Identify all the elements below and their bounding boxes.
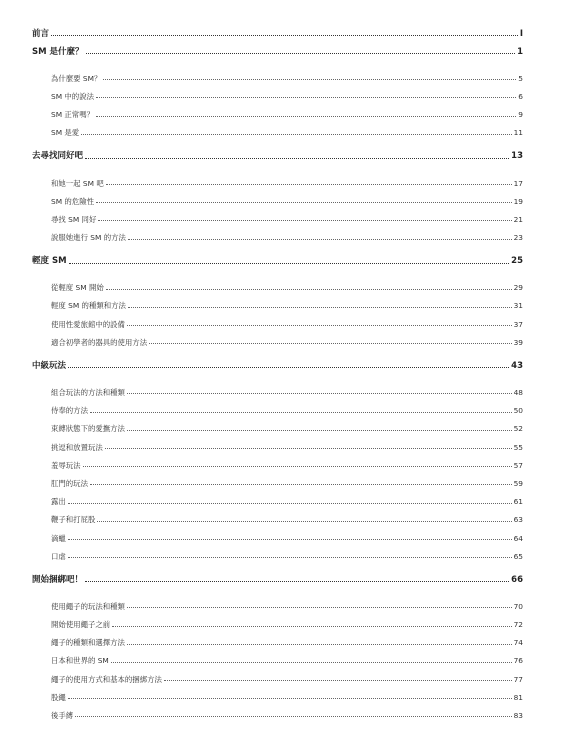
section-entry-page-number: 11 [513, 128, 523, 138]
section-entry[interactable] [32, 433, 523, 451]
section-entry[interactable] [32, 415, 523, 433]
section-entry-title: 從輕度 SM 開始 [51, 283, 104, 293]
section-entry[interactable] [32, 223, 523, 241]
section-entry-page-number: 61 [513, 497, 523, 507]
section-entry[interactable] [32, 274, 523, 292]
dot-leader [85, 158, 509, 159]
section-entry[interactable] [32, 610, 523, 628]
section-entry[interactable] [32, 205, 523, 223]
dot-leader [96, 97, 516, 98]
dot-leader [105, 448, 512, 449]
section-entry-page-number: 48 [513, 388, 523, 398]
dot-leader [68, 698, 512, 699]
dot-leader [96, 202, 512, 203]
chapter-entry[interactable] [32, 20, 523, 38]
section-entry-title: 日本和世界的 SM [51, 656, 109, 666]
dot-leader [112, 626, 511, 627]
section-entry[interactable] [32, 328, 523, 346]
dot-leader [127, 644, 512, 645]
section-entry-page-number: 50 [513, 406, 523, 416]
section-entry-title: 輕度 SM 的種類和方法 [51, 301, 126, 311]
dot-leader [149, 343, 512, 344]
spacer [32, 266, 523, 274]
section-entry-title: SM 正常嗎？ [51, 110, 94, 120]
section-entry-page-number: 59 [513, 478, 523, 488]
dot-leader [85, 581, 509, 582]
section-entry-page-number: 81 [513, 692, 523, 702]
section-entry-page-number: 55 [513, 442, 523, 452]
chapter-entry-title: 去尋找同好吧 [32, 151, 84, 162]
dot-leader [81, 134, 511, 135]
section-entry-page-number: 74 [513, 638, 523, 648]
spacer [32, 56, 523, 64]
section-entry-page-number: 17 [513, 178, 523, 188]
dot-leader [51, 35, 518, 36]
section-entry-title: 和她一起 SM 吧 [51, 178, 104, 188]
section-entry[interactable] [32, 506, 523, 524]
section-entry-title: 開始使用繩子之前 [51, 620, 111, 630]
section-entry[interactable] [32, 451, 523, 469]
dot-leader [68, 367, 509, 368]
section-entry-title: SM 中的說法 [51, 91, 94, 101]
section-entry-page-number: 57 [513, 460, 523, 470]
section-entry-page-number: 39 [513, 337, 523, 347]
dot-leader [96, 116, 516, 117]
section-entry-page-number: 83 [513, 711, 523, 721]
section-entry[interactable] [32, 169, 523, 187]
spacer [32, 161, 523, 169]
dot-leader [103, 79, 516, 80]
section-entry[interactable] [32, 542, 523, 560]
dot-leader [75, 716, 511, 717]
chapter-entry-title: 輕度 SM [32, 256, 67, 266]
dot-leader [97, 521, 511, 522]
section-entry-page-number: 76 [513, 656, 523, 666]
section-entry-page-number: 63 [513, 515, 523, 525]
dot-leader [128, 307, 512, 308]
section-entry-title: 組合玩法的方法和種類 [51, 388, 125, 398]
section-entry-page-number: 6 [518, 91, 523, 101]
section-entry-title: 使用性愛旅館中的設備 [51, 319, 125, 329]
section-entry-title: 繩子的種類和選擇方法 [51, 638, 125, 648]
section-entry[interactable] [32, 524, 523, 542]
chapter-entry[interactable] [32, 248, 523, 266]
section-entry[interactable] [32, 592, 523, 610]
section-entry[interactable] [32, 64, 523, 82]
section-entry-page-number: 5 [518, 73, 523, 83]
chapter-entry-page-number: 66 [511, 574, 523, 585]
section-entry-title: 鞭子和打屁股 [51, 515, 96, 525]
section-entry-page-number: 52 [513, 424, 523, 434]
dot-leader [69, 263, 510, 264]
section-entry[interactable] [32, 487, 523, 505]
chapter-entry-page-number: 43 [511, 360, 523, 371]
section-entry[interactable] [32, 292, 523, 310]
section-entry-title: 挑逗和放置玩法 [51, 442, 103, 452]
dot-leader [98, 220, 511, 221]
section-entry-title: 繩子的使用方式和基本的捆綁方法 [51, 674, 162, 684]
dot-leader [127, 325, 512, 326]
section-entry[interactable] [32, 396, 523, 414]
section-entry-title: 口虐 [51, 551, 66, 561]
spacer [32, 719, 523, 725]
section-entry-page-number: 23 [513, 233, 523, 243]
dot-leader [106, 289, 512, 290]
section-entry-page-number: 9 [518, 110, 523, 120]
section-entry-page-number: 70 [513, 601, 523, 611]
chapter-entry-page-number: I [519, 28, 523, 39]
chapter-entry[interactable] [32, 143, 523, 161]
chapter-entry-title: 前言 [32, 28, 50, 39]
section-entry-title: 肛門的玩法 [51, 478, 88, 488]
section-entry-title: 羞辱玩法 [51, 460, 81, 470]
section-entry-title: 為什麼要 SM？ [51, 73, 102, 83]
dot-leader [164, 680, 512, 681]
chapter-entry-page-number: 13 [511, 151, 523, 162]
section-entry[interactable] [32, 647, 523, 665]
section-entry-page-number: 31 [513, 301, 523, 311]
dot-leader [127, 430, 512, 431]
section-entry-title: 股繩 [51, 692, 66, 702]
section-entry-page-number: 77 [513, 674, 523, 684]
section-entry-page-number: 72 [513, 620, 523, 630]
chapter-entry[interactable] [32, 352, 523, 370]
dot-leader [83, 466, 512, 467]
section-entry-title: 使用繩子的玩法和種類 [51, 601, 125, 611]
section-entry-page-number: 21 [513, 214, 523, 224]
section-entry-page-number: 64 [513, 533, 523, 543]
section-entry-title: 侍奉的方法 [51, 406, 88, 416]
section-entry-title: 束縛狀態下的愛撫方法 [51, 424, 125, 434]
section-entry[interactable] [32, 100, 523, 118]
chapter-entry-page-number: 1 [517, 46, 523, 57]
section-entry[interactable] [32, 665, 523, 683]
section-entry-page-number: 29 [513, 283, 523, 293]
section-entry[interactable] [32, 82, 523, 100]
dot-leader [68, 503, 512, 504]
section-entry[interactable] [32, 701, 523, 719]
dot-leader [90, 412, 512, 413]
section-entry[interactable] [32, 683, 523, 701]
spacer [32, 370, 523, 378]
section-entry[interactable] [32, 469, 523, 487]
chapter-entry-title: SM 是什麼？ [32, 46, 84, 57]
section-entry[interactable] [32, 310, 523, 328]
dot-leader [90, 484, 512, 485]
dot-leader [106, 184, 512, 185]
section-entry-page-number: 37 [513, 319, 523, 329]
table-of-contents [32, 20, 523, 725]
dot-leader [86, 53, 516, 54]
section-entry-title: 後手縛 [51, 711, 74, 721]
dot-leader [128, 239, 512, 240]
chapter-entry-title: 開始捆綁吧！ [32, 574, 84, 585]
section-entry-title: 露出 [51, 497, 66, 507]
chapter-entry[interactable] [32, 566, 523, 584]
section-entry-title: 尋找 SM 同好 [51, 214, 97, 224]
section-entry-page-number: 65 [513, 551, 523, 561]
chapter-entry-title: 中級玩法 [32, 360, 67, 371]
section-entry-title: SM 的危險性 [51, 196, 94, 206]
section-entry[interactable] [32, 629, 523, 647]
dot-leader [127, 607, 512, 608]
section-entry-title: 滴蠟 [51, 533, 66, 543]
section-entry-page-number: 19 [513, 196, 523, 206]
section-entry-title: 適合初學者的器具的使用方法 [51, 337, 148, 347]
section-entry-title: 說服她進行 SM 的方法 [51, 233, 126, 243]
section-entry[interactable] [32, 378, 523, 396]
section-entry[interactable] [32, 187, 523, 205]
chapter-entry[interactable] [32, 38, 523, 56]
spacer [32, 584, 523, 592]
dot-leader [111, 662, 512, 663]
dot-leader [68, 557, 512, 558]
section-entry[interactable] [32, 119, 523, 137]
dot-leader [127, 393, 512, 394]
dot-leader [68, 539, 512, 540]
section-entry-title: SM 是愛 [51, 128, 80, 138]
chapter-entry-page-number: 25 [511, 256, 523, 266]
